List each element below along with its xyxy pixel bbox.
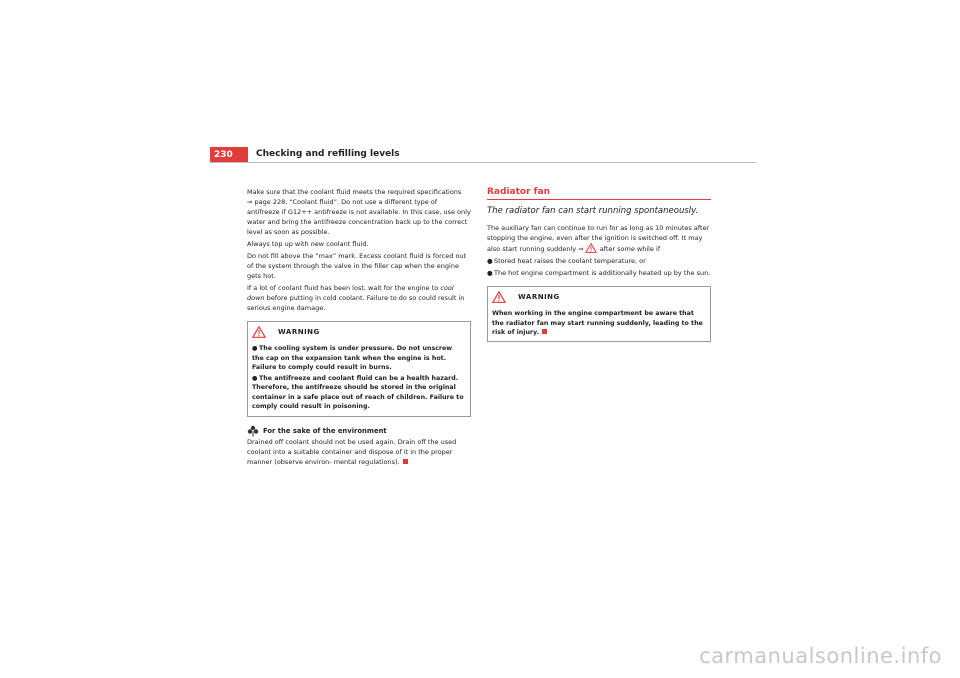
warning-triangle-icon [492, 291, 506, 303]
reference-arrow-icon: ⇒ [247, 198, 253, 206]
page-reference-link[interactable]: page 228, “Coolant fluid”. Do not use a different type of antifreeze if G12++ antifreeze is not available. In this case, use only water and bring the antifreeze concentration back up to the correct level as soon as possible. [247, 198, 471, 236]
right-column [487, 187, 711, 348]
section-title-radiator-fan: Radiator fan [487, 187, 551, 197]
list-item: ●The hot engine compartment is additionally heated up by the sun. [487, 269, 711, 277]
warning-box-radiator-fan [487, 286, 711, 342]
reference-arrow-icon: ⇒ [578, 245, 584, 253]
environment-title: For the sake of the environment [263, 426, 387, 435]
section-rule [487, 199, 711, 200]
warning-item: ● The antifreeze and coolant fluid can be a health hazard. Therefore, the antifreeze should be stored in the original container in a safe place out of reach of children. Failure to comply could result in poisoning. [252, 374, 464, 410]
section-subtitle: The radiator fan can start running spontaneously. [487, 206, 699, 216]
environment-text: Drained off coolant should not be used again. Drain off the used coolant into a suitable container and dispose of it in the proper manner (observe environ- mental regulations). [247, 437, 457, 466]
header-rule [210, 162, 756, 163]
environment-icon [247, 425, 259, 437]
end-mark-icon [542, 329, 547, 334]
paragraph-aux-fan: The auxiliary fan can continue to run for as long as 10 minutes after stopping the engine, even after the ignition is switched off. It may also start running suddenly ⇒ after some while if [487, 224, 710, 253]
warning-header [248, 322, 470, 342]
environment-header [247, 425, 471, 437]
warning-triangle-icon[interactable] [585, 243, 597, 253]
paragraph-max-mark: Do not fill above the “max” mark. Excess coolant fluid is forced out of the system through the valve in the filler cap when the engine gets hot. [247, 252, 467, 280]
bullet-icon: ● [487, 269, 493, 277]
warning-header [488, 287, 710, 307]
page-number: 230 [210, 147, 248, 163]
warning-item: ● The cooling system is under pressure. Do not unscrew the cap on the expansion tank when the engine is hot. Failure to comply could result in burns. [252, 345, 453, 371]
bullet-icon: ● [252, 345, 258, 352]
paragraph-fluid-loss: If a lot of coolant fluid has been lost, wait for the engine to cool down before putting in cold coolant. Failure to do so could result in serious engine damage. [247, 284, 465, 312]
watermark: carmanualsonline.info [699, 644, 942, 668]
warning-title: WARNING [518, 293, 560, 301]
bullet-icon: ● [252, 374, 258, 382]
paragraph-top-up: Always top up with new coolant fluid. [247, 240, 369, 248]
warning-body: When working in the engine compartment be aware that the radiator fan may start running suddenly, leading to the risk of injury. [492, 310, 703, 336]
warning-title: WARNING [278, 328, 320, 336]
warning-triangle-icon [252, 326, 266, 338]
paragraph-specs: Make sure that the coolant fluid meets the required specifications ⇒ page 228, “Coolant fluid”. Do not use a different type of antifreeze if G12++ antifreeze is not available. In this case, use only water and bring the antifreeze concentration back up to the correct level as soon as possible. [247, 188, 471, 236]
bullet-icon: ● [487, 257, 493, 265]
left-column [247, 187, 471, 469]
end-mark-icon [403, 459, 408, 464]
list-item: ●Stored heat raises the coolant temperature, or [487, 257, 646, 265]
header-title: Checking and refilling levels [256, 149, 400, 159]
warning-box-coolant [247, 321, 471, 417]
warning-body [248, 342, 470, 416]
